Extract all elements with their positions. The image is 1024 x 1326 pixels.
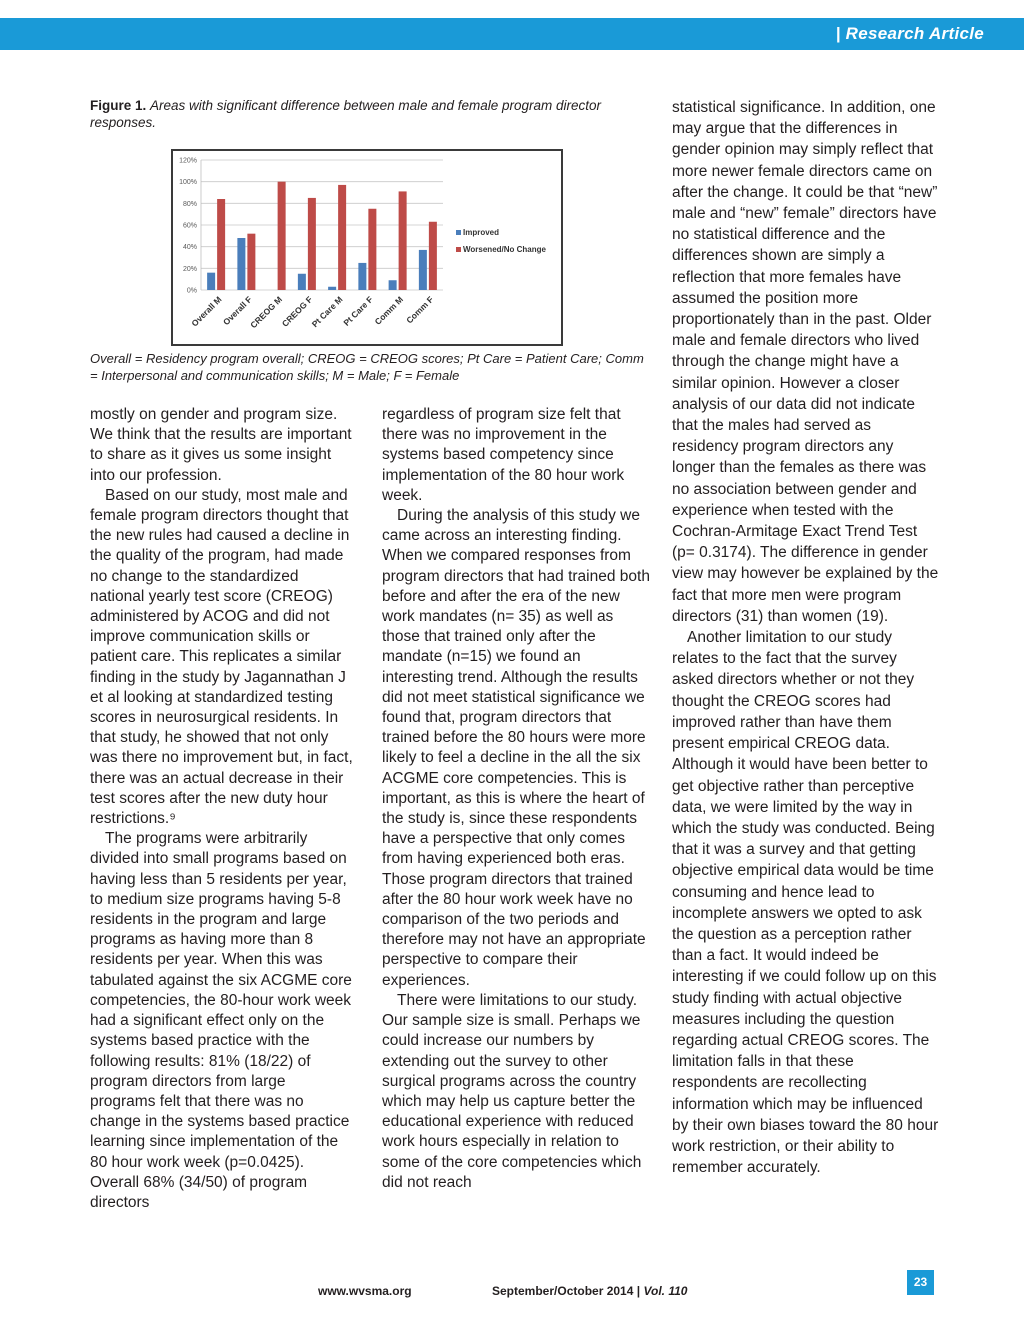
x-tick-label: Pt Care F	[341, 294, 375, 328]
text-column-2	[382, 405, 652, 1193]
x-tick-label: CREOG M	[248, 294, 285, 331]
paragraph: statistical significance. In addition, one may argue that the differences in gender opinion may simply reflect that more newer female directors came on after the change. It could be that “new” male and “new” female” directors have no statistical difference and the differences shown are simply a reflection that more females have assumed the position more proportionately than in the past. Older male and female directors who lived through the change might have a similar opinion. However a closer analysis of our data did not indicate that the males had served as residency program directors any longer than the females as there was no association between gender and experience when tested with the Cochran-Armitage Exact Trend Test (p= 0.3174). The difference in gender view may however be explained by the fact that more men were program directors (31) than women (19).	[672, 99, 939, 625]
x-tick-label: Comm F	[404, 294, 436, 326]
bar-improved	[298, 274, 306, 290]
figure-caption	[90, 97, 635, 131]
legend-swatch	[456, 230, 461, 235]
figure-caption-text: Areas with significant difference between male and female program director responses.	[90, 98, 602, 130]
bar-worsened	[217, 199, 225, 290]
bar-worsened	[247, 234, 255, 290]
bar-improved	[237, 238, 245, 290]
bar-improved	[328, 287, 336, 290]
x-tick-label: Pt Care M	[309, 294, 345, 330]
legend-label: Improved	[463, 228, 500, 237]
bar-worsened	[338, 185, 346, 290]
x-tick-label: CREOG F	[279, 294, 315, 329]
bar-worsened	[399, 191, 407, 290]
paragraph: There were limitations to our study. Our sample size is small. Perhaps we could increase our numbers by extending out the survey to other surgical programs across the country which may help us capture better the educational experience with reduced work hours especially in relation to some of the core competencies which did not reach	[382, 991, 642, 1191]
bar-worsened	[308, 198, 316, 290]
y-tick-label: 60%	[182, 222, 197, 230]
figure-caption-label: Figure 1.	[90, 98, 147, 113]
x-tick-label: Overall F	[220, 294, 254, 328]
section-label: | Research Article	[835, 24, 984, 43]
bar-worsened	[278, 182, 286, 290]
bar-chart-svg	[173, 151, 561, 344]
paragraph: The programs were arbitrarily divided into small programs based on having less than 5 residents per year, to medium size programs having 5-8 residents in the program and large programs as having more than 8 residents per year. When this was tabulated against the six ACGME core competencies, the 80-hour work week had a significant effect only on the systems based practice with the following results: 81% (18/22) of program directors from large programs felt that there was no change in the systems based practice learning since implementation of the 80 hour work week (p=0.0425). Overall 68% (34/50) of program directors	[90, 830, 352, 1211]
paragraph: Another limitation to our study relates to the fact that the survey asked directors whether or not they thought the CREOG scores had improved rather than have them present empirical CREOG data. Although it would have been better to get objective rather than perceptive data, we were limited by the way in which the study was conducted. Being that it was a survey and that getting objective empirical data would be time consuming and hence lead to incomplete answers we opted to ask the question as a perception rather than a fact. It would indeed be interesting if we could follow up on this study finding with actual objective measures including the question regarding actual CREOG scores. The limitation falls in that these respondents are recollecting information which may be influenced by their own biases toward the 80 hour work restriction, or their ability to remember accurately.	[672, 629, 939, 1177]
bar-chart	[171, 149, 563, 346]
paragraph: regardless of program size felt that there was no improvement in the systems based competency since implementation of the 80 hour work week.	[382, 406, 625, 504]
text-column-3	[672, 97, 940, 1178]
y-tick-label: 0%	[186, 287, 197, 295]
y-tick-label: 120%	[179, 157, 197, 165]
bar-improved	[207, 273, 215, 290]
bar-improved	[419, 250, 427, 290]
bar-improved	[358, 263, 366, 290]
header-bar	[0, 18, 1024, 50]
footer-website: www.wvsma.org	[318, 1284, 412, 1298]
paragraph: mostly on gender and program size. We think that the results are important to share as it gives us some insight into our profession.	[90, 406, 352, 484]
legend-swatch	[456, 247, 461, 252]
y-tick-label: 100%	[179, 179, 197, 187]
legend-label: Worsened/No Change	[463, 245, 546, 254]
x-tick-label: Comm M	[372, 294, 406, 327]
footer-volume: Vol. 110	[643, 1284, 688, 1298]
footer-issue	[492, 1284, 687, 1298]
x-tick-label: Overall M	[189, 294, 224, 329]
page-number: 23	[907, 1270, 934, 1295]
text-column-1	[90, 405, 355, 1213]
paragraph: Based on our study, most male and female program directors thought that the new rules had caused a decline in the quality of the program, had made no change to the standardized national yearly test score (CREOG) administered by ACOG and did not improve communication skills or patient care. This replicates a similar finding in the study by Jagannathan J et al looking at standardized testing scores in neurosurgical residents. In that study, he showed that not only was there no improvement but, in fact, there was an actual decrease in their test scores after the new duty hour restrictions.⁹	[90, 486, 353, 828]
bar-worsened	[429, 222, 437, 290]
y-tick-label: 80%	[182, 200, 197, 208]
paragraph: During the analysis of this study we came across an interesting finding. When we compared responses from program directors that had trained both before and after the era of the new work mandates (n= 35) as well as those that trained only after the mandate (n=15) we found an interesting trend. Although the results did not meet statistical significance we found that, program directors that trained before the 80 hours were more likely to feel a decline in the all the six ACGME core competencies. This is important, as this is where the heart of the study is, since these respondents have a perspective that only comes from having experienced both eras. Those program directors that trained after the 80 hour work week have no comparison of the two periods and therefore may not have an appropriate perspective to compare their experiences.	[382, 507, 650, 989]
figure-abbreviations: Overall = Residency program overall; CREOG = CREOG scores; Pt Care = Patient Care; Comm = Interpersonal and communication skills; M = Male; F = Female	[90, 351, 644, 383]
y-tick-label: 40%	[182, 244, 197, 252]
footer-issue-date: September/October 2014 |	[492, 1284, 641, 1298]
bar-worsened	[368, 209, 376, 290]
y-tick-label: 20%	[182, 265, 197, 273]
bar-improved	[389, 280, 397, 290]
